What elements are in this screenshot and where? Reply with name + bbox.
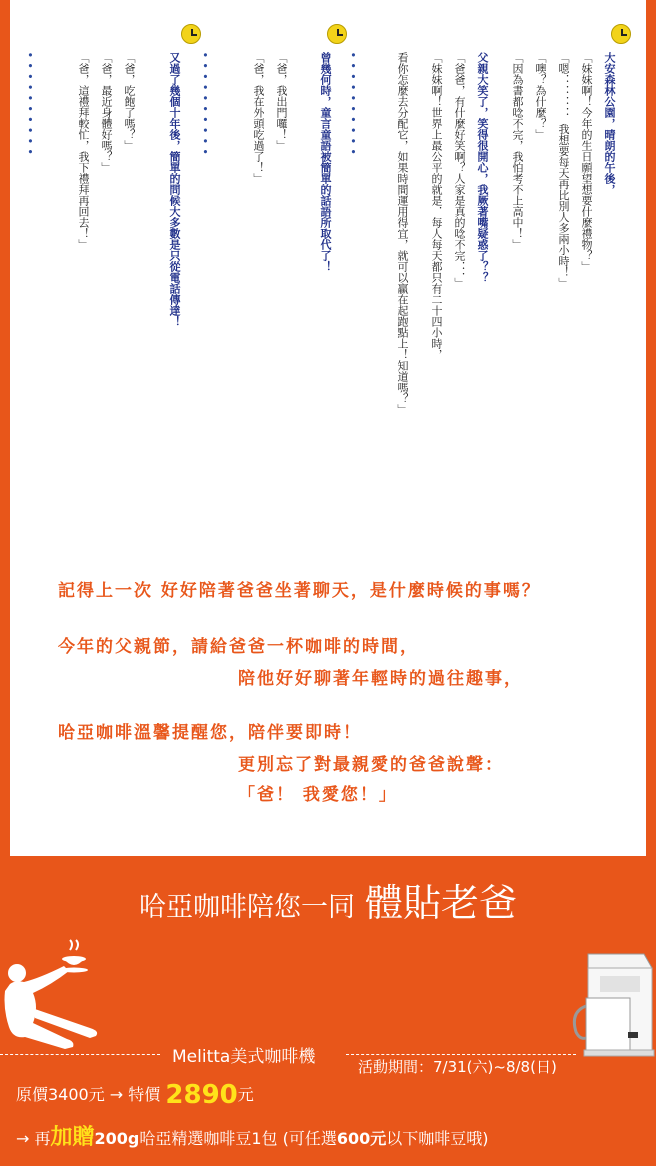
promo-period: 活動期間：7/31(六)~8/8(日) [358, 1058, 557, 1076]
message-line: 哈亞咖啡溫馨提醒您，陪伴要即時！ [58, 723, 362, 743]
clock-icon [181, 24, 201, 44]
scene4-line: 「爸，吃飽了嗎？」 [123, 52, 136, 151]
promo-headline [0, 872, 656, 927]
dashed-divider [0, 1054, 160, 1055]
message-line: 陪他好好聊著年輕時的過往趣事， [238, 669, 523, 689]
scene4-line: 「爸，這禮拜較忙，我下禮拜再回去！」 [77, 52, 90, 250]
price-unit: 元 [237, 1085, 254, 1104]
decorative-dots: •••••••••• [199, 52, 209, 160]
dashed-divider [346, 1054, 576, 1055]
message-line: 「爸！ 我愛您！」 [238, 785, 398, 805]
scene2-line: 「妹妹啊！世界上最公平的就是．每人每天都只有二十四小時， [430, 52, 443, 360]
scene3-line: 「爸，我在外頭吃過了！」 [252, 52, 265, 184]
headline-big: 體貼老爸 [364, 881, 517, 925]
scene4-heading: 又過了幾個十年後，簡單的問候大多數是只從電話傳達！ [168, 52, 181, 327]
scene2-line: 看你怎麼去分配它，如果時間運用得宜，就可以贏在起跑點上！知道嗎？」 [396, 52, 409, 415]
scene2-heading: 父親大笑了，笑得很開心，我厥著嘴疑惑了？？ [476, 52, 489, 283]
message-line: 今年的父親節，請給爸爸一杯咖啡的時間， [58, 637, 419, 657]
person-with-coffee-silhouette [0, 938, 140, 1050]
decorative-dots: •••••••••• [24, 52, 34, 160]
gift-limit: 600元 [336, 1129, 387, 1148]
scene1-line: 「因為書都唸不完，我怕考不上高中！」 [511, 52, 524, 250]
gift-text: 哈亞精選咖啡豆1包 (可任選 [139, 1129, 337, 1148]
message-line: 記得上一次 好好陪著爸爸坐著聊天，是什麼時候的事嗎？ [58, 581, 541, 601]
coffee-maker-image [566, 950, 656, 1058]
gift-line [16, 1120, 489, 1151]
gift-suffix: 以下咖啡豆哦) [386, 1129, 489, 1148]
special-price: 2890 [165, 1080, 238, 1110]
clock-icon [327, 24, 347, 44]
clock-icon [611, 24, 631, 44]
scene1-line: 「妹妹啊！今年的生日願望想要什麼禮物？」 [580, 52, 593, 272]
price-line [16, 1080, 254, 1110]
scene1-heading: 大安森林公園，晴朗的午後， [603, 52, 616, 195]
scene1-line: 「嗯．．．．．．．．我想要每天再比別人多兩小時！」 [557, 52, 570, 289]
decorative-dots: •••••••••• [347, 52, 357, 160]
scene1-line: 「噢？為什麼？」 [534, 52, 547, 140]
gift-amount: 200g [94, 1129, 140, 1148]
original-price: 原價3400元 → 特價 [16, 1085, 161, 1104]
message-line: 更別忘了對最親愛的爸爸說聲： [238, 755, 504, 775]
scene2-line: 「爸爸，有什麼好笑啊？人家是真的唸不完．．．」 [453, 52, 466, 289]
gift-prefix: → 再 [16, 1129, 51, 1148]
headline-small: 哈亞咖啡陪您一同 [138, 892, 355, 923]
scene3-line: 「爸，我出門囉！」 [275, 52, 288, 151]
scene3-heading: 曾幾何時，童言童語被簡單的話語所取代了！ [319, 52, 332, 272]
scene4-line: 「爸，最近身體好嗎？」 [100, 52, 113, 173]
gift-word: 加贈 [50, 1125, 95, 1150]
product-name: Melitta美式咖啡機 [172, 1047, 316, 1067]
